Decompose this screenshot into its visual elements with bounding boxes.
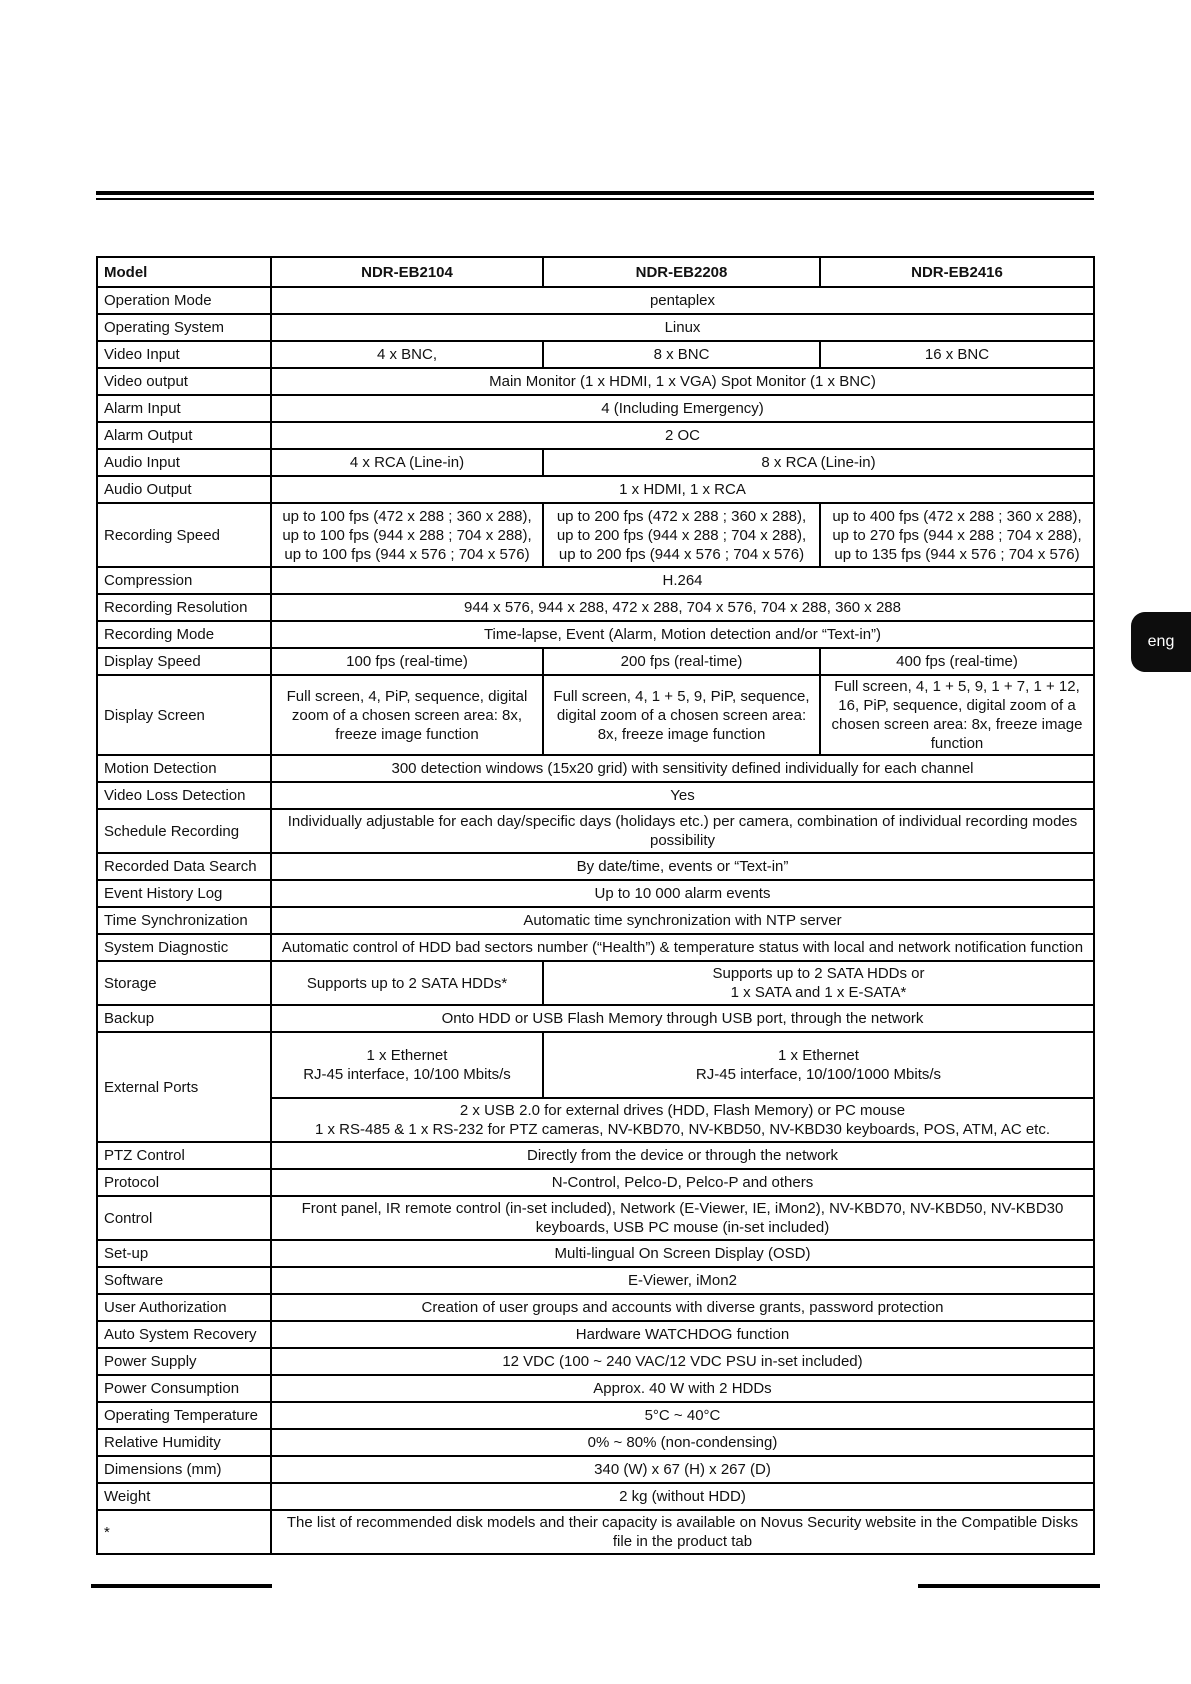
table-row xyxy=(97,503,1094,567)
row-value: pentaplex xyxy=(271,287,1094,314)
row-value: 0% ~ 80% (non-condensing) xyxy=(271,1429,1094,1456)
value-line: RJ-45 interface, 10/100/1000 Mbits/s xyxy=(695,1066,942,1083)
row-label: Control xyxy=(97,1196,271,1240)
value-line: up to 135 fps (944 x 576 ; 704 x 576) xyxy=(834,545,1080,563)
row-label: Set-up xyxy=(97,1240,271,1267)
row-label: Display Screen xyxy=(97,675,271,755)
row-value: 2 kg (without HDD) xyxy=(271,1483,1094,1510)
row-value: Approx. 40 W with 2 HDDs xyxy=(271,1375,1094,1402)
row-label: PTZ Control xyxy=(97,1142,271,1169)
value-line: up to 200 fps (944 x 288 ; 704 x 288), xyxy=(556,526,807,544)
table-row xyxy=(97,1429,1094,1456)
model-name: NDR-EB2416 xyxy=(820,257,1094,287)
row-value: 340 (W) x 67 (H) x 267 (D) xyxy=(271,1456,1094,1483)
table-header-row xyxy=(97,257,1094,287)
table-row xyxy=(97,1348,1094,1375)
row-label: Event History Log xyxy=(97,880,271,907)
table-row xyxy=(97,594,1094,621)
table-row xyxy=(97,449,1094,476)
row-label: Schedule Recording xyxy=(97,809,271,853)
row-value: N-Control, Pelco-D, Pelco-P and others xyxy=(271,1169,1094,1196)
table-row xyxy=(97,422,1094,449)
value-line: up to 200 fps (472 x 288 ; 360 x 288), xyxy=(556,507,807,525)
row-label: Operating Temperature xyxy=(97,1402,271,1429)
language-tab[interactable]: eng xyxy=(1131,612,1191,672)
row-value xyxy=(271,1098,1094,1142)
table-row xyxy=(97,368,1094,395)
row-label: Recording Mode xyxy=(97,621,271,648)
row-value: Automatic time synchronization with NTP server xyxy=(271,907,1094,934)
row-label: Weight xyxy=(97,1483,271,1510)
row-value: Up to 10 000 alarm events xyxy=(271,880,1094,907)
row-value: 1 x HDMI, 1 x RCA xyxy=(271,476,1094,503)
row-label: Backup xyxy=(97,1005,271,1032)
value-line: up to 270 fps (944 x 288 ; 704 x 288), xyxy=(832,526,1082,544)
row-value: 4 x BNC, xyxy=(271,341,543,368)
table-row xyxy=(97,1402,1094,1429)
row-value: Directly from the device or through the network xyxy=(271,1142,1094,1169)
table-row xyxy=(97,476,1094,503)
table-row xyxy=(97,961,1094,1005)
row-value: 300 detection windows (15x20 grid) with sensitivity defined individually for each channel xyxy=(271,755,1094,782)
row-value xyxy=(543,503,820,567)
row-label: System Diagnostic xyxy=(97,934,271,961)
table-row xyxy=(97,287,1094,314)
row-label: Audio Output xyxy=(97,476,271,503)
row-label: Power Supply xyxy=(97,1348,271,1375)
table-row xyxy=(97,1375,1094,1402)
row-value: 4 x RCA (Line-in) xyxy=(271,449,543,476)
table-row xyxy=(97,755,1094,782)
row-label: Recording Resolution xyxy=(97,594,271,621)
row-label: Protocol xyxy=(97,1169,271,1196)
row-value xyxy=(271,503,543,567)
row-value: Full screen, 4, PiP, sequence, digital zoom of a chosen screen area: 8x, freeze image function xyxy=(271,675,543,755)
row-value: 5°C ~ 40°C xyxy=(271,1402,1094,1429)
table-row xyxy=(97,648,1094,675)
row-value: Supports up to 2 SATA HDDs* xyxy=(271,961,543,1005)
row-value: 944 x 576, 944 x 288, 472 x 288, 704 x 576, 704 x 288, 360 x 288 xyxy=(271,594,1094,621)
row-value: 16 x BNC xyxy=(820,341,1094,368)
table-row xyxy=(97,675,1094,755)
value-line: 1 x SATA and 1 x E-SATA* xyxy=(730,984,907,1001)
table-row xyxy=(97,934,1094,961)
footer-rule-right xyxy=(918,1584,1100,1588)
table-row xyxy=(97,1510,1094,1554)
row-value: 2 OC xyxy=(271,422,1094,449)
header-rule-thin xyxy=(96,198,1094,200)
value-line: up to 100 fps (944 x 576 ; 704 x 576) xyxy=(284,545,530,563)
row-label: External Ports xyxy=(97,1032,271,1142)
header-rule-thick xyxy=(96,191,1094,195)
value-line: Supports up to 2 SATA HDDs or xyxy=(712,965,925,982)
value-line: 1 x Ethernet xyxy=(778,1047,859,1064)
row-value: Time-lapse, Event (Alarm, Motion detection and/or “Text-in”) xyxy=(271,621,1094,648)
table-row xyxy=(97,314,1094,341)
table-row xyxy=(97,1267,1094,1294)
row-label: Storage xyxy=(97,961,271,1005)
row-value: Onto HDD or USB Flash Memory through USB port, through the network xyxy=(271,1005,1094,1032)
row-value: Hardware WATCHDOG function xyxy=(271,1321,1094,1348)
model-header: Model xyxy=(97,257,271,287)
row-label: Time Synchronization xyxy=(97,907,271,934)
row-label: Motion Detection xyxy=(97,755,271,782)
table-row xyxy=(97,395,1094,422)
row-value: 200 fps (real-time) xyxy=(543,648,820,675)
footnote-text: The list of recommended disk models and their capacity is available on Novus Security website in the Compatible Disks file in the product tab xyxy=(271,1510,1094,1554)
row-label: Video output xyxy=(97,368,271,395)
row-value xyxy=(543,1032,1094,1098)
row-value: 100 fps (real-time) xyxy=(271,648,543,675)
table-row xyxy=(97,1483,1094,1510)
row-label: Video Loss Detection xyxy=(97,782,271,809)
row-label: Alarm Output xyxy=(97,422,271,449)
row-value: Yes xyxy=(271,782,1094,809)
row-value: Full screen, 4, 1 + 5, 9, 1 + 7, 1 + 12, 16, PiP, sequence, digital zoom of a chosen screen area: 8x, freeze image function xyxy=(820,675,1094,755)
row-value: Creation of user groups and accounts with diverse grants, password protection xyxy=(271,1294,1094,1321)
table-row xyxy=(97,907,1094,934)
table-row xyxy=(97,1456,1094,1483)
row-label: Compression xyxy=(97,567,271,594)
table-row xyxy=(97,1142,1094,1169)
value-line: 2 x USB 2.0 for external drives (HDD, Flash Memory) or PC mouse xyxy=(459,1102,906,1119)
row-value: E-Viewer, iMon2 xyxy=(271,1267,1094,1294)
row-value: 8 x BNC xyxy=(543,341,820,368)
row-label: Display Speed xyxy=(97,648,271,675)
row-value: Multi-lingual On Screen Display (OSD) xyxy=(271,1240,1094,1267)
value-line: up to 200 fps (944 x 576 ; 704 x 576) xyxy=(558,545,805,563)
table-row xyxy=(97,1240,1094,1267)
table-row xyxy=(97,853,1094,880)
footer-rule-left xyxy=(91,1584,272,1588)
value-line: up to 400 fps (472 x 288 ; 360 x 288), xyxy=(832,507,1082,525)
row-label: Auto System Recovery xyxy=(97,1321,271,1348)
footnote-marker: * xyxy=(97,1510,271,1554)
row-value: Automatic control of HDD bad sectors number (“Health”) & temperature status with local and network notification function xyxy=(271,934,1094,961)
row-value xyxy=(543,961,1094,1005)
row-value: Individually adjustable for each day/specific days (holidays etc.) per camera, combination of individual recording modes possibility xyxy=(271,809,1094,853)
table-row xyxy=(97,1032,1094,1098)
table-row xyxy=(97,1294,1094,1321)
table-row xyxy=(97,1005,1094,1032)
row-label: Recorded Data Search xyxy=(97,853,271,880)
table-row xyxy=(97,880,1094,907)
value-line: RJ-45 interface, 10/100 Mbits/s xyxy=(303,1066,511,1083)
table-row xyxy=(97,621,1094,648)
row-label: Operating System xyxy=(97,314,271,341)
row-label: Recording Speed xyxy=(97,503,271,567)
row-value: 4 (Including Emergency) xyxy=(271,395,1094,422)
row-label: Software xyxy=(97,1267,271,1294)
table-row xyxy=(97,809,1094,853)
row-value: By date/time, events or “Text-in” xyxy=(271,853,1094,880)
value-line: up to 100 fps (944 x 288 ; 704 x 288), xyxy=(282,526,532,544)
model-name: NDR-EB2208 xyxy=(543,257,820,287)
row-label: Operation Mode xyxy=(97,287,271,314)
row-value: Full screen, 4, 1 + 5, 9, PiP, sequence, digital zoom of a chosen screen area: 8x, freeze image function xyxy=(543,675,820,755)
row-label: Relative Humidity xyxy=(97,1429,271,1456)
table-row xyxy=(97,782,1094,809)
value-line: up to 100 fps (472 x 288 ; 360 x 288), xyxy=(282,507,532,525)
model-name: NDR-EB2104 xyxy=(271,257,543,287)
row-label: Power Consumption xyxy=(97,1375,271,1402)
row-value: 400 fps (real-time) xyxy=(820,648,1094,675)
table-row xyxy=(97,567,1094,594)
table-row xyxy=(97,1321,1094,1348)
row-value: Linux xyxy=(271,314,1094,341)
table-row xyxy=(97,1196,1094,1240)
row-label: Video Input xyxy=(97,341,271,368)
value-line: 1 x Ethernet xyxy=(366,1047,448,1064)
table-row xyxy=(97,1169,1094,1196)
row-label: Audio Input xyxy=(97,449,271,476)
table-row xyxy=(97,341,1094,368)
row-label: Alarm Input xyxy=(97,395,271,422)
row-value: Main Monitor (1 x HDMI, 1 x VGA) Spot Monitor (1 x BNC) xyxy=(271,368,1094,395)
row-value: 8 x RCA (Line-in) xyxy=(543,449,1094,476)
specification-table xyxy=(96,256,1095,1555)
row-value xyxy=(820,503,1094,567)
row-label: User Authorization xyxy=(97,1294,271,1321)
row-value: Front panel, IR remote control (in-set included), Network (E-Viewer, IE, iMon2), NV-KBD70, NV-KBD50, NV-KBD30 keyboards, USB PC mouse (in-set included) xyxy=(271,1196,1094,1240)
row-value xyxy=(271,1032,543,1098)
row-value: H.264 xyxy=(271,567,1094,594)
row-value: 12 VDC (100 ~ 240 VAC/12 VDC PSU in-set included) xyxy=(271,1348,1094,1375)
value-line: 1 x RS-485 & 1 x RS-232 for PTZ cameras, NV-KBD70, NV-KBD50, NV-KBD30 keyboards, POS, ATM, AC etc. xyxy=(315,1121,1050,1138)
row-label: Dimensions (mm) xyxy=(97,1456,271,1483)
